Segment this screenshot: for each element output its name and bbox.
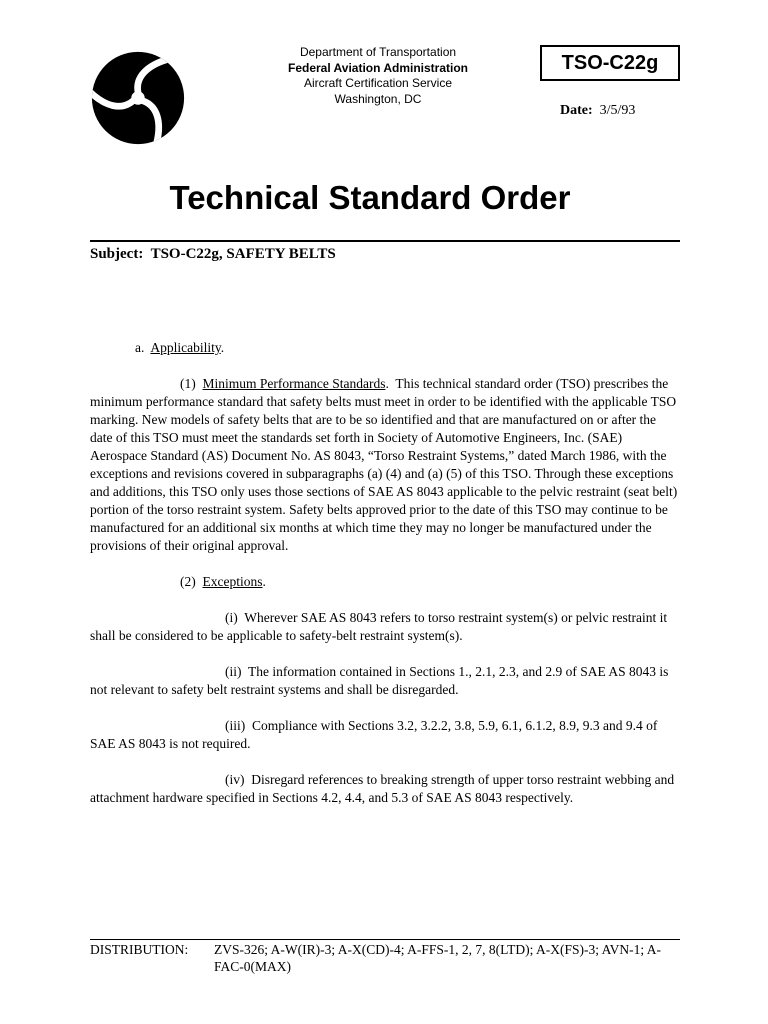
- applicability-heading: Applicability: [150, 340, 221, 355]
- date-value: 3/5/93: [599, 103, 636, 118]
- exception-marker: (ii): [225, 664, 242, 679]
- exception-marker: (iii): [225, 718, 246, 733]
- exception-text: Wherever SAE AS 8043 refers to torso restraint system(s) or pelvic restraint it shall be considered to be applicable to safety-belt restraint system(s).: [90, 610, 668, 643]
- exception-marker: (i): [225, 610, 238, 625]
- dot-triskelion-logo-icon: [90, 50, 186, 146]
- paragraph-2-marker: (2): [180, 574, 196, 589]
- exception-text: Compliance with Sections 3.2, 3.2.2, 3.8, 5.9, 6.1, 6.1.2, 8.9, 9.3 and 9.4 of SAE AS 8043 is not required.: [90, 718, 658, 751]
- distribution-list: ZVS-326; A-W(IR)-3; A-X(CD)-4; A-FFS-1, 2, 7, 8(LTD); A-X(FS)-3; AVN-1; A-FAC-0(MAX): [214, 942, 661, 974]
- exception-marker: (iv): [225, 772, 245, 787]
- agency-department: Department of Transportation: [299, 45, 457, 59]
- exception-item: [90, 717, 680, 753]
- title-divider: [90, 240, 680, 242]
- paragraph-1: (1) Minimum Performance Standards. This technical standard order (TSO) prescribes the minimum performance standard that safety belts must meet in order to be identified with the applicable TSO marking. New models of safety belts that are to be so identified and that are manufactured on or after the date of this TSO must meet the standards set forth in Society of Automotive Engineers, Inc. (SAE) Aerospace Standard (AS) Document No. AS 8043, “Torso Restraint Systems,” dated March 1986, with the exceptions and revisions covered in subparagraphs (a) (4) and (a) (5) of this TSO. Through these exceptions and additions, this TSO only uses those sections of SAE AS 8043 applicable to the pelvic restraint (seat belt) portion of the torso restraint system. Safety belts approved prior to the date of this TSO may continue to be manufactured for an additional six months at which time they may no longer be manufactured under the provisions of their original approval.: [90, 376, 678, 553]
- exception-item: [90, 609, 680, 645]
- footer-divider: [90, 939, 680, 940]
- exception-item: [90, 663, 680, 699]
- paragraph-1-heading: Minimum Performance Standards: [202, 376, 386, 391]
- section-a-heading: a. Applicability.: [135, 340, 225, 355]
- agency-name: Federal Aviation Administration: [287, 60, 469, 75]
- distribution-label: DISTRIBUTION:: [90, 942, 189, 957]
- subject-line: [90, 246, 336, 263]
- agency-location: Washington, DC: [334, 91, 422, 106]
- date-line: [560, 103, 635, 119]
- exceptions-heading: Exceptions: [202, 574, 263, 589]
- tso-number-box: TSO-C22g: [540, 45, 680, 81]
- date-label: Date:: [560, 103, 593, 118]
- exception-item: [90, 771, 680, 807]
- agency-service: Aircraft Certification Service: [303, 76, 453, 90]
- paragraph-1-text: This technical standard order (TSO) prescribes the minimum performance standard that safety belts must meet in order to be identified with the applicable TSO marking. New models of safety belts that are to be so identified and that are manufactured on or after the date of this TSO must meet the standards set forth in Society of Automotive Engineers, Inc. (SAE) Aerospace Standard (AS) Document No. AS 8043, “Torso Restraint Systems,” dated March 1986, with the exceptions and revisions covered in subparagraphs (a) (4) and (a) (5) of this TSO. Through these exceptions and additions, this TSO only uses those sections of SAE AS 8043 applicable to the pelvic restraint (seat belt) portion of the torso restraint system. Safety belts approved prior to the date of this TSO may continue to be manufactured for an additional six months at which time they may no longer be manufactured under the provisions of their original approval.: [90, 376, 678, 553]
- paragraph-2-heading: (2) Exceptions.: [180, 574, 266, 589]
- document-body: [90, 339, 680, 807]
- document-title: Technical Standard Order: [169, 179, 571, 216]
- exception-text: The information contained in Sections 1., 2.1, 2.3, and 2.9 of SAE AS 8043 is not relevant to safety belt restraint systems and shall be disregarded.: [90, 664, 669, 697]
- subject-label: Subject:: [90, 246, 144, 262]
- agency-block: [262, 45, 494, 107]
- subject-value: TSO-C22g, SAFETY BELTS: [150, 246, 336, 262]
- section-a-marker: a.: [135, 340, 145, 355]
- paragraph-1-marker: (1): [180, 376, 196, 391]
- exception-text: Disregard references to breaking strength of upper torso restraint webbing and attachment hardware specified in Sections 4.2, 4.4, and 5.3 of SAE AS 8043 respectively.: [90, 772, 675, 805]
